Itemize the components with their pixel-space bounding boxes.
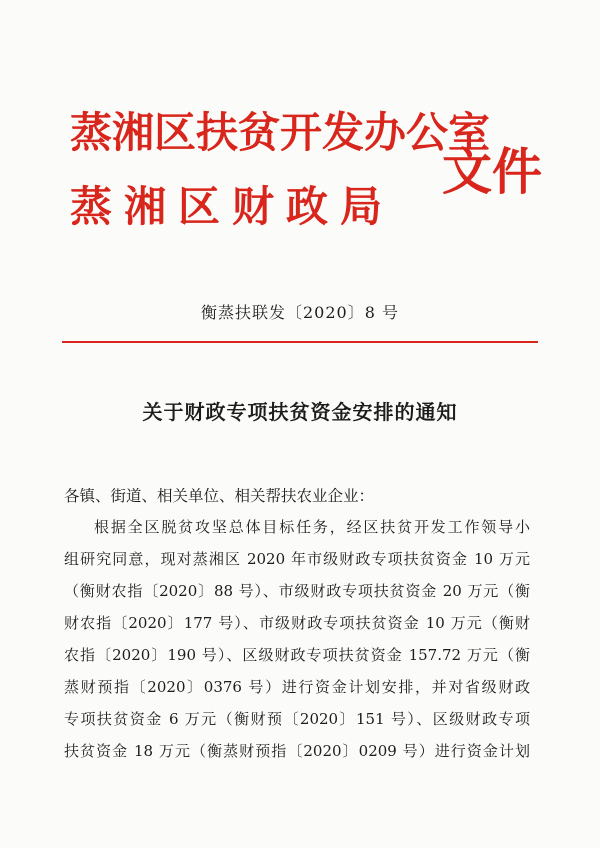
body-line: 蒸财预指〔2020〕0376 号）进行资金计划安排，并对省级财政 [64, 678, 530, 696]
document-type: 文件 [442, 142, 542, 201]
body-line: （衡财农指〔2020〕88 号）、市级财政专项扶贫资金 20 万元（衡 [64, 582, 530, 600]
body-line: 组研究同意，现对蒸湘区 2020 年市级财政专项扶贫资金 10 万元 [64, 550, 530, 568]
issuing-org-poverty-office: 蒸湘区扶贫开发办公室 [70, 108, 491, 157]
body-line: 扶贫资金 18 万元（衡蒸财预指〔2020〕0209 号）进行资金计划 [64, 742, 530, 760]
document-number: 衡蒸扶联发〔2020〕8 号 [201, 303, 399, 322]
body-line: 财农指〔2020〕177 号）、市级财政专项扶贫资金 10 万元（衡财 [64, 614, 530, 632]
body-line: 根据全区脱贫攻坚总体目标任务，经区扶贫开发工作领导小 [94, 518, 530, 536]
recipients-line: 各镇、街道、相关单位、相关帮扶农业企业： [64, 487, 375, 505]
body-line: 农指〔2020〕190 号）、区级财政专项扶贫资金 157.72 万元（衡 [64, 646, 530, 664]
document-header [70, 104, 540, 254]
body-line: 专项扶贫资金 6 万元（衡财预〔2020〕151 号）、区级财政专项 [64, 710, 530, 728]
issuing-org-finance-bureau: 蒸湘区财政局 [70, 182, 395, 231]
document-title: 关于财政专项扶贫资金安排的通知 [142, 400, 458, 424]
header-divider [62, 341, 538, 343]
